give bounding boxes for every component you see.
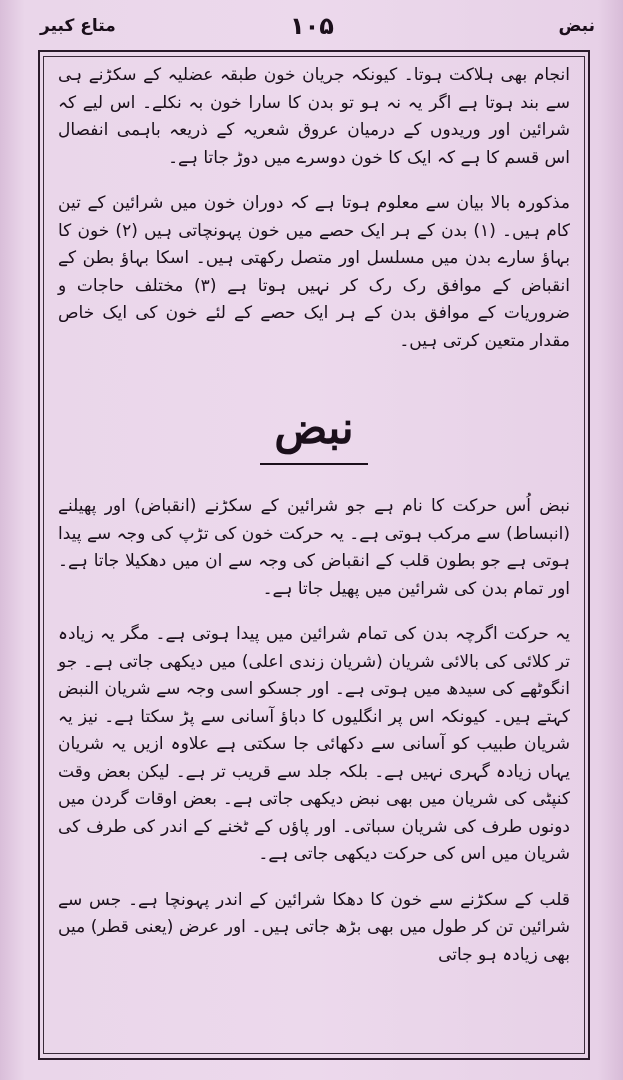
running-head-book-title: متاع کبیر [40,16,116,36]
running-head-chapter: نبض [558,16,595,36]
paragraph-pulse-definition: نبض اُس حرکت کا نام ہے جو شرائین کے سکڑنے (انقباض) اور پھیلنے (انبساط) سے مرکب ہوتی ہے۔ یہ حرکت خون کی تڑپ کی وجہ سے پیدا ہوتی ہے جو بطون قلب کے انقباض کی وجہ سے ان میں دھکیلا جاتا ہے۔ اور تمام بدن کی شرائین میں پھیل جاتا ہے۔ [58,496,570,599]
section-heading-block [58,373,570,493]
page-body [58,62,570,1042]
paragraph-heart-contraction: قلب کے سکڑنے سے خون کا دھکا شرائین کے اندر پہونچا ہے۔ جس سے شرائین تن کر طول میں بھی بڑھ جاتی ہیں۔ اور عرض (یعنی قطر) میں بھی زیادہ ہو جاتی [58,889,570,965]
running-head [40,12,595,46]
paragraph-intro: انجام بھی ہلاکت ہوتا۔ کیونکہ جریان خون طبقہ عضلیہ کے سکڑنے ہی سے بند ہوتا ہے اگر یہ نہ ہو تو بدن کا سارا خون بہ نکلے۔ اس لیے کہ شرائین اور وریدوں کے درمیان عروق شعریہ کے ذریعہ باہمی انفصال اس قسم کا ہے کہ ایک کا خون دوسرے میں دوڑ جاتا ہے۔ [58,65,570,168]
paragraph-artery-functions: مذکورہ بالا بیان سے معلوم ہوتا ہے کہ دوران خون میں شرائین کے تین کام ہیں۔ (۱) بدن کے ہر ایک حصے میں خون پہونچاتی ہیں (۲) خون کا بہاؤ سارے بدن میں مسلسل اور متصل رکھتی ہیں۔ اسکا بہاؤ بطن کے انقباض کے موافق رک رک کر نہیں ہوتا ہے (۳) مختلف حاجات و ضروریات کے موافق بدن کے ہر ایک حصے کے لئے خون کی ایک خاص مقدار متعین کرتی ہیں۔ [58,193,570,351]
page-number: ۱۰۵ [290,12,334,40]
section-heading-pulse: نبض [260,401,367,465]
paragraph-pulse-location: یہ حرکت اگرچہ بدن کی تمام شرائین میں پیدا ہوتی ہے۔ مگر یہ زیادہ تر کلائی کی بالائی شریان (شریان زندی اعلی) میں دیکھی جاتی ہے۔ جو انگوٹھے کی سیدھ میں ہوتی ہے۔ اور جسکو اسی وجہ سے شریان النبض کہتے ہیں۔ کیونکہ اس پر انگلیوں کا دباؤ آسانی سے پڑ سکتا ہے۔ نیز یہ شریان طبیب کو آسانی سے دکھائی جا سکتی ہے علاوہ ازیں یہ شریان یہاں زیادہ گہری نہیں ہے۔ بلکہ جلد سے قریب تر ہے۔ لیکن بعض وقت کنپٹی کی شریان میں بھی نبض دیکھی جاتی ہے۔ بعض اوقات گردن میں دونوں طرف کی شریان سباتی۔ اور پاؤں کے ٹخنے کے اندر کی طرف کی شریان میں اس کی حرکت دیکھی جاتی ہے۔ [58,624,570,864]
